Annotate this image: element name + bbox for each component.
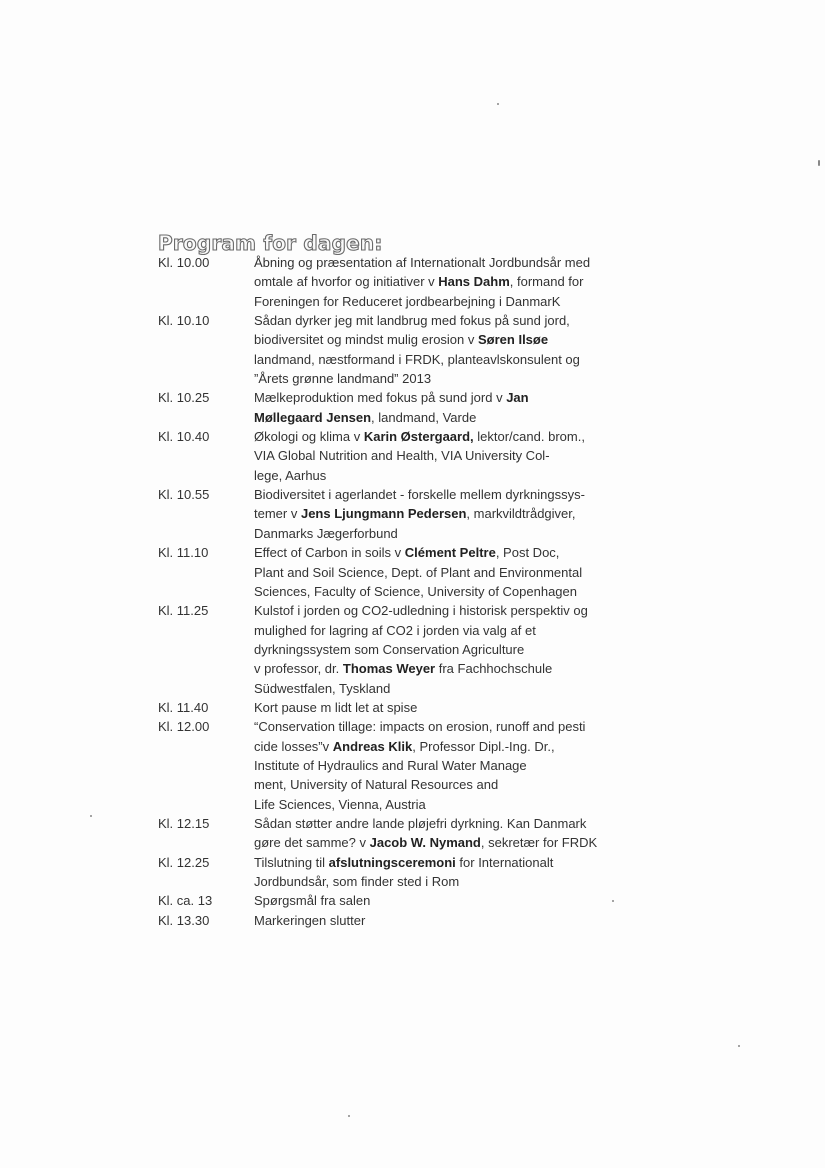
program-description (254, 427, 639, 485)
description-text: VIA Global Nutrition and Health, VIA University Col- (254, 448, 550, 464)
description-text: Biodiversitet i agerlandet - forskelle mellem dyrkningssys- (254, 487, 585, 503)
description-text: Mælkeproduktion med fokus på sund jord v (254, 390, 507, 406)
page-title: Program for dagen: (158, 231, 383, 255)
description-text: landmand, næstformand i FRDK, planteavlskonsulent og (254, 351, 580, 367)
program-item (158, 427, 648, 485)
program-time: Kl. 12.25 (158, 854, 210, 870)
description-text: Foreningen for Reduceret jordbearbejning i DanmarK (254, 293, 561, 309)
description-line (254, 504, 639, 523)
description-text: , landmand, Varde (371, 409, 477, 425)
program-item (158, 891, 648, 910)
program-item (158, 543, 648, 601)
program-description (254, 698, 639, 717)
description-line (254, 853, 639, 872)
description-line (254, 659, 639, 678)
program-item (158, 698, 648, 717)
description-line (254, 891, 639, 910)
description-text: Effect of Carbon in soils v (254, 545, 405, 561)
description-text: temer v (254, 506, 301, 522)
speaker-name: afslutningsceremoni (328, 854, 456, 870)
program-description (254, 311, 639, 388)
description-line (254, 795, 639, 814)
program-time: Kl. 10.40 (158, 429, 210, 445)
scan-speck (497, 103, 499, 105)
program-time: Kl. 12.00 (158, 719, 210, 735)
speaker-name: Thomas Weyer (342, 661, 436, 677)
program-time: Kl. 11.25 (158, 603, 209, 619)
description-text: gøre det samme? v (254, 835, 370, 851)
description-text: ”Årets grønne landmand” 2013 (254, 371, 432, 387)
program-item (158, 601, 648, 698)
description-text: Kulstof i jorden og CO2-udledning i historisk perspektiv og (254, 603, 588, 619)
description-line (254, 369, 639, 388)
program-time: Kl. 12.15 (158, 815, 210, 831)
program-item (158, 388, 648, 427)
description-line (254, 466, 639, 485)
description-text: Spørgsmål fra salen (254, 893, 371, 909)
description-text: , markvildtrådgiver, (466, 506, 576, 522)
program-description (254, 485, 639, 543)
description-text: Sådan støtter andre lande pløjefri dyrkning. Kan Danmark (254, 815, 587, 831)
description-text: Kort pause m lidt let at spise (254, 699, 418, 715)
program-item (158, 253, 648, 311)
description-line (254, 621, 639, 640)
description-text: Jordbundsår, som finder sted i Rom (254, 874, 460, 889)
description-line (254, 446, 639, 465)
description-line (254, 408, 639, 427)
speaker-name: Jens Ljungmann Pedersen (300, 506, 467, 522)
description-line (254, 737, 639, 756)
program-item (158, 911, 648, 930)
description-text: v professor, dr. (254, 661, 343, 677)
description-line (254, 388, 639, 407)
description-line (254, 427, 639, 446)
program-time: Kl. 10.10 (158, 313, 210, 329)
description-text: “Conservation tillage: impacts on erosion, runoff and pesti (254, 719, 586, 735)
description-line (254, 292, 639, 311)
speaker-name: Møllegaard Jensen (254, 409, 372, 425)
description-text: , formand for (509, 274, 584, 290)
description-line (254, 563, 639, 582)
description-line (254, 601, 639, 620)
description-line (254, 272, 639, 291)
program-item (158, 485, 648, 543)
program-time: Kl. 10.55 (158, 487, 210, 503)
program-list (158, 253, 648, 930)
program-item (158, 814, 648, 853)
description-line (254, 833, 639, 852)
description-text: biodiversitet og mindst mulig erosion v (254, 332, 478, 348)
description-text: ment, University of Natural Resources and (254, 777, 499, 793)
description-text: Life Sciences, Vienna, Austria (254, 796, 426, 812)
program-item (158, 717, 648, 814)
description-line (254, 311, 639, 330)
program-description (254, 253, 639, 311)
program-time: Kl. 10.25 (158, 390, 210, 406)
speaker-name: Clément Peltre (404, 545, 496, 561)
scan-speck (348, 1115, 350, 1117)
description-text: mulighed for lagring af CO2 i jorden via valg af et (254, 622, 536, 638)
description-text: , Post Doc, (495, 545, 560, 561)
program-description (254, 814, 639, 853)
description-line (254, 679, 639, 698)
description-text: Åbning og præsentation af Internationalt Jordbundsår med (254, 255, 591, 270)
description-line (254, 872, 639, 891)
speaker-name: Karin Østergaard, (363, 429, 474, 445)
description-line (254, 485, 639, 504)
description-line (254, 717, 639, 736)
description-text: Tilslutning til (254, 854, 329, 870)
description-text: lektor/cand. brom., (473, 429, 585, 445)
program-description (254, 911, 639, 930)
description-line (254, 582, 639, 601)
program-item (158, 853, 648, 892)
description-text: cide losses”v (254, 738, 333, 754)
description-line (254, 253, 639, 272)
program-time: Kl. 13.30 (158, 912, 210, 928)
program-description (254, 601, 639, 698)
program-description (254, 543, 639, 601)
description-text: , sekretær for FRDK (480, 835, 598, 851)
scan-speck (818, 160, 820, 166)
program-time: Kl. ca. 13 (158, 893, 213, 909)
description-line (254, 775, 639, 794)
description-line (254, 698, 639, 717)
program-description (254, 388, 639, 427)
program-time: Kl. 11.10 (158, 545, 209, 561)
description-line (254, 543, 639, 562)
program-time: Kl. 11.40 (158, 699, 209, 715)
description-text: Plant and Soil Science, Dept. of Plant and Environmental (254, 564, 583, 580)
description-text: Sciences, Faculty of Science, University of Copenhagen (254, 583, 578, 599)
description-line (254, 330, 639, 349)
description-line (254, 640, 639, 659)
program-time: Kl. 10.00 (158, 255, 210, 270)
speaker-name: Søren Ilsøe (478, 332, 549, 348)
description-text: dyrkningssystem som Conservation Agriculture (254, 641, 525, 657)
program-item (158, 311, 648, 388)
description-text: Markeringen slutter (254, 912, 366, 928)
scan-speck (738, 1045, 740, 1047)
program-description (254, 891, 639, 910)
speaker-name: Andreas Klik (332, 738, 413, 754)
description-line (254, 911, 639, 930)
description-text: lege, Aarhus (254, 467, 327, 483)
program-description (254, 717, 639, 814)
description-text: omtale af hvorfor og initiativer v (254, 274, 439, 290)
description-line (254, 350, 639, 369)
program-description (254, 853, 639, 892)
description-text: , Professor Dipl.-Ing. Dr., (412, 738, 555, 754)
description-line (254, 524, 639, 543)
description-text: Økologi og klima v (254, 429, 364, 445)
description-text: Danmarks Jægerforbund (254, 525, 398, 541)
speaker-name: Hans Dahm (438, 274, 510, 290)
description-text: Südwestfalen, Tyskland (254, 680, 391, 696)
speaker-name: Jacob W. Nymand (369, 835, 481, 851)
description-text: Institute of Hydraulics and Rural Water Manage (254, 757, 527, 773)
description-text: for Internationalt (455, 854, 554, 870)
description-line (254, 756, 639, 775)
description-line (254, 814, 639, 833)
speaker-name: Jan (506, 390, 529, 406)
scan-speck (90, 815, 92, 817)
description-text: fra Fachhochschule (435, 661, 553, 677)
description-text: Sådan dyrker jeg mit landbrug med fokus på sund jord, (254, 313, 570, 329)
